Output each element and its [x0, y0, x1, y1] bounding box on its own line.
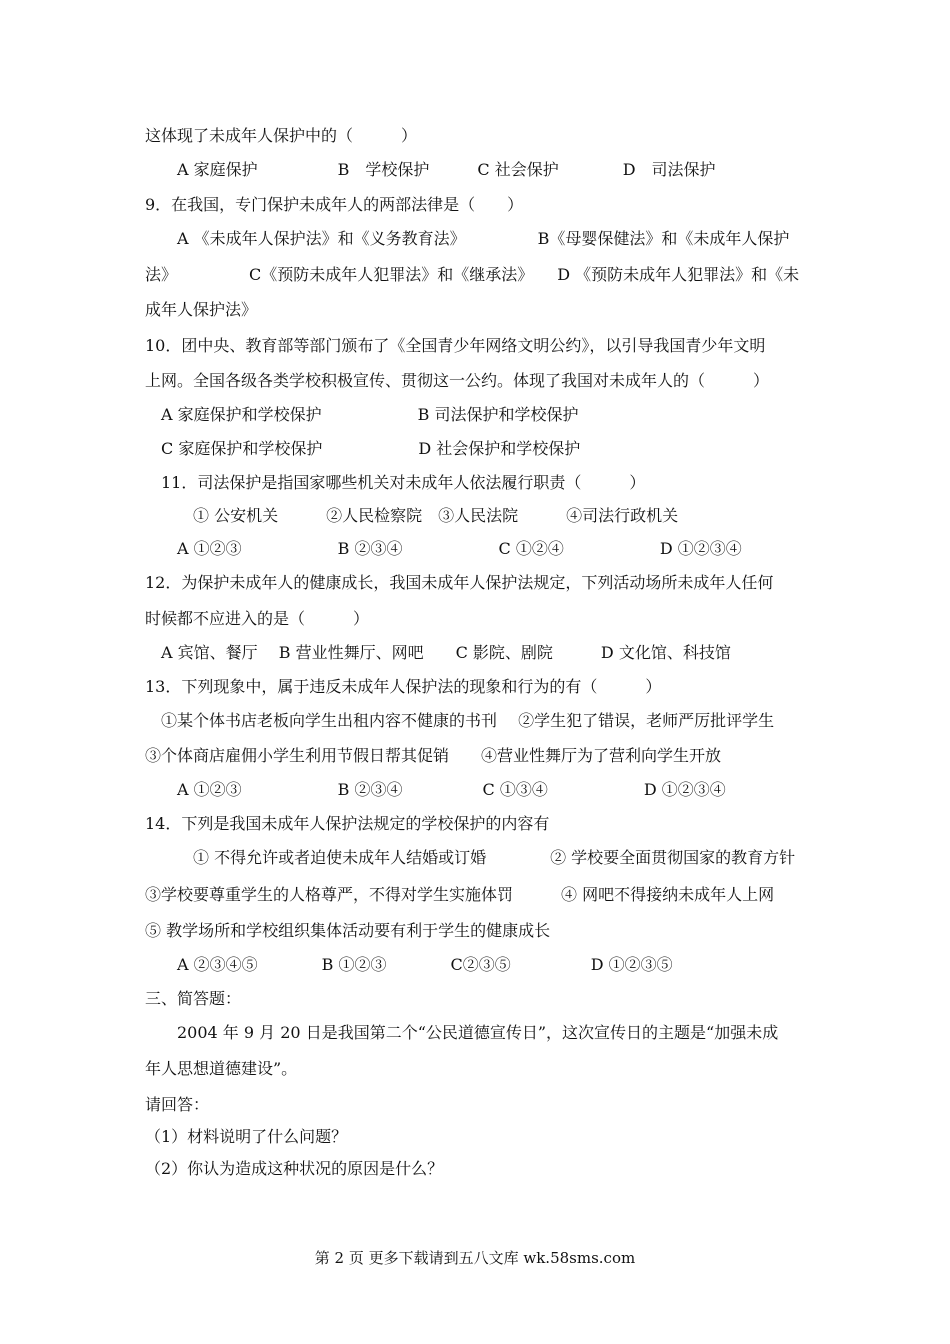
text-line: 法》 C《预防未成年人犯罪法》和《继承法》 D 《预防未成年人犯罪法》和《未	[145, 265, 800, 284]
text-line: A 《未成年人保护法》和《义务教育法》 B《母婴保健法》和《未成年人保护	[145, 229, 790, 248]
text-line: ⑤ 教学场所和学校组织集体活动要有利于学生的健康成长	[145, 921, 551, 940]
text-line: 13．下列现象中，属于违反未成年人保护法的现象和行为的有（ ）	[145, 677, 662, 696]
page-footer: 第 2 页 更多下载请到五八文库 wk.58sms.com	[314, 1249, 636, 1267]
text-line: 这体现了未成年人保护中的（ ）	[145, 126, 418, 145]
text-line: A 家庭保护和学校保护 B 司法保护和学校保护	[145, 405, 579, 424]
text-line: ③个体商店雇佣小学生利用节假日帮其促销 ④营业性舞厅为了营利向学生开放	[145, 746, 722, 765]
text-line: 成年人保护法》	[145, 300, 258, 319]
text-line: 2004 年 9 月 20 日是我国第二个“公民道德宣传日”，这次宣传日的主题是“加强未成	[145, 1023, 779, 1042]
text-line: A 宾馆、餐厅 B 营业性舞厅、网吧 C 影院、剧院 D 文化馆、科技馆	[145, 643, 731, 662]
text-line: A ②③④⑤ B ①②③ C②③⑤ D ①②③⑤	[145, 955, 673, 974]
text-line: ① 公安机关 ②人民检察院 ③人民法院 ④司法行政机关	[145, 506, 679, 525]
text-line: 10．团中央、教育部等部门颁布了《全国青少年网络文明公约》，以引导我国青少年文明	[145, 336, 766, 355]
text-line: 14．下列是我国未成年人保护法规定的学校保护的内容有	[145, 814, 550, 833]
text-line: C 家庭保护和学校保护 D 社会保护和学校保护	[145, 439, 581, 458]
text-line: 11．司法保护是指国家哪些机关对未成年人依法履行职责（ ）	[145, 473, 646, 492]
text-line: （2）你认为造成这种状况的原因是什么？	[145, 1159, 444, 1178]
text-line: 9．在我国，专门保护未成年人的两部法律是（ ）	[145, 195, 524, 214]
text-line: 请回答：	[145, 1095, 210, 1114]
text-line: ①某个体书店老板向学生出租内容不健康的书刊 ②学生犯了错误，老师严厉批评学生	[145, 711, 775, 730]
text-line: 时候都不应进入的是（ ）	[145, 609, 370, 628]
text-line: ③学校要尊重学生的人格尊严，不得对学生实施体罚 ④ 网吧不得接纳未成年人上网	[145, 885, 775, 904]
text-line: 12．为保护未成年人的健康成长，我国未成年人保护法规定，下列活动场所未成年人任何	[145, 573, 774, 592]
text-line: A ①②③ B ②③④ C ①②④ D ①②③④	[145, 539, 742, 558]
text-line: （1）材料说明了什么问题？	[145, 1127, 348, 1146]
text-line: ① 不得允许或者迫使未成年人结婚或订婚 ② 学校要全面贯彻国家的教育方针	[145, 848, 796, 867]
section-heading: 三、简答题：	[145, 989, 242, 1008]
text-line: A ①②③ B ②③④ C ①③④ D ①②③④	[145, 780, 726, 799]
text-line: 年人思想道德建设”。	[145, 1059, 298, 1078]
text-line: 上网。全国各级各类学校积极宣传、贯彻这一公约。体现了我国对未成年人的（ ）	[145, 371, 770, 390]
text-line: A 家庭保护 B 学校保护 C 社会保护 D 司法保护	[145, 160, 716, 179]
